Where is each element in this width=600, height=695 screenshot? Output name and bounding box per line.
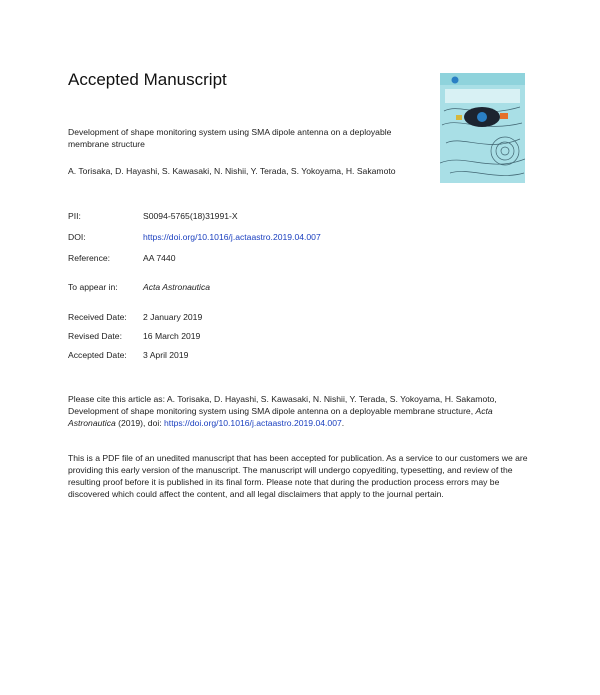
citation-paragraph: [68, 393, 508, 429]
citation-doi-link[interactable]: https://doi.org/10.1016/j.actaastro.2019.04.007: [164, 418, 342, 428]
reference-label: Reference:: [68, 253, 111, 263]
citation-journal: Acta Astronautica: [68, 406, 493, 428]
cover-art: [440, 73, 525, 183]
received-date-label: Received Date:: [68, 312, 127, 322]
reference-value: AA 7440: [143, 253, 176, 263]
accepted-date-value: 3 April 2019: [143, 350, 189, 360]
article-title: Development of shape monitoring system using SMA dipole antenna on a deployable membrane structure: [68, 127, 392, 149]
pii-label: PII:: [68, 211, 81, 221]
page-heading: Accepted Manuscript: [68, 70, 227, 89]
accepted-date-label: Accepted Date:: [68, 350, 127, 360]
revised-date-value: 16 March 2019: [143, 331, 201, 341]
citation-text: Please cite this article as: A. Torisaka, D. Hayashi, S. Kawasaki, N. Nishii, Y. Terada, S. Yokoyama, H. Sakamoto, Development of shape monitoring system using SMA dipole antenna on a deployable membrane structure,: [68, 394, 497, 416]
journal-cover-image: [440, 73, 525, 183]
author-list: A. Torisaka, D. Hayashi, S. Kawasaki, N. Nishii, Y. Terada, S. Yokoyama, H. Sakamoto: [68, 166, 396, 176]
citation-suffix: .: [341, 418, 345, 428]
doi-label: DOI:: [68, 232, 86, 242]
journal-name: Acta Astronautica: [143, 282, 211, 292]
revised-date-label: Revised Date:: [68, 331, 122, 341]
manuscript-notice: This is a PDF file of an unedited manuscript that has been accepted for publication. As a service to our customers we are providing this early version of the manuscript. The manuscript will undergo copyediting, typesetting, and review of the resulting proof before it is published in its final form. Please note that during the production process errors may be discovered which could affect the content, and all legal disclaimers that apply to the journal pertain.: [68, 453, 528, 499]
pii-value: S0094-5765(18)31991-X: [143, 211, 238, 221]
doi-link[interactable]: https://doi.org/10.1016/j.actaastro.2019.04.007: [143, 232, 321, 242]
citation-middle: (2019), doi:: [115, 418, 165, 428]
appear-in-label: To appear in:: [68, 282, 118, 292]
received-date-value: 2 January 2019: [143, 312, 203, 322]
